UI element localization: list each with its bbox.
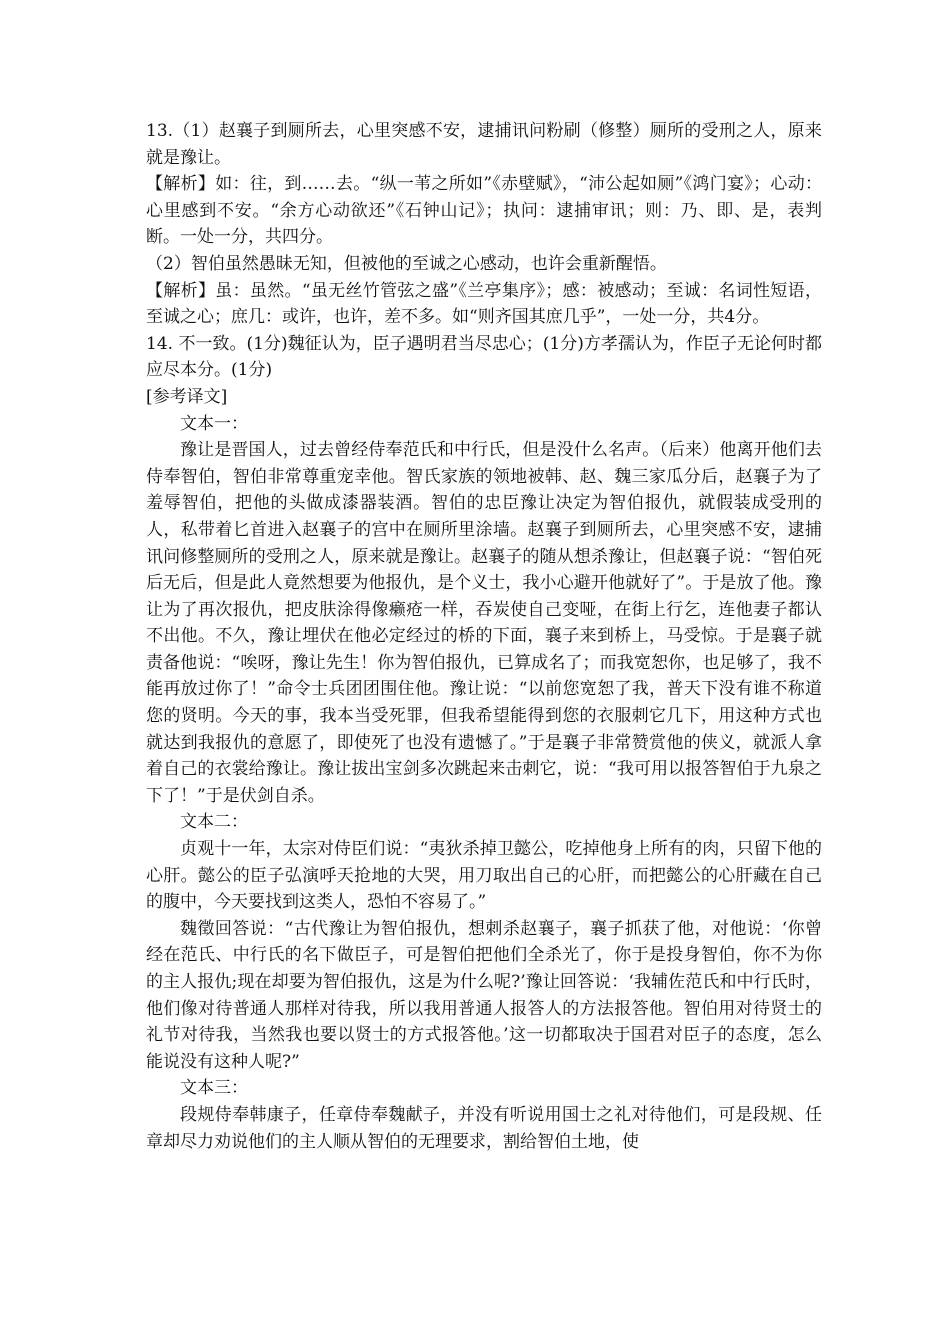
translation-heading: [参考译文] bbox=[146, 386, 228, 407]
text2-paragraph-1: 贞观十一年，太宗对侍臣们说：“夷狄杀掉卫懿公，吃掉他身上所有的肉，只留下他的心肝。懿公的臣子弘演呼天抢地的大哭，用刀取出自己的心肝，而把懿公的心肝藏在自己的腹中，今天要找到这类人，恐怕不容易了。” bbox=[146, 839, 822, 913]
text1-body: 豫让是晋国人，过去曾经侍奉范氏和中行氏，但是没什么名声。（后来）他离开他们去侍奉智伯，智伯非常尊重宠幸他。智氏家族的领地被韩、赵、魏三家瓜分后，赵襄子为了羞辱智伯，把他的头做成漆器装酒。智伯的忠臣豫让决定为智伯报仇，就假装成受刑的人，私带着匕首进入赵襄子的宫中在厕所里涂墙。赵襄子到厕所去，心里突感不安，逮捕讯问修整厕所的受刑之人，原来就是豫让。赵襄子的随从想杀豫让，但赵襄子说：“智伯死后无后，但是此人竟然想要为他报仇，是个义士，我小心避开他就好了”。于是放了他。豫让为了再次报仇，把皮肤涂得像癞疮一样，吞炭使自己变哑，在街上行乞，连他妻子都认不出他。不久，豫让埋伏在他必定经过的桥的下面，襄子来到桥上，马受惊。于是襄子就责备他说：“唉呀，豫让先生！你为智伯报仇，已算成名了；而我宽恕你，也足够了，我不能再放过你了！”命令士兵团团围住他。豫让说：“以前您宽恕了我，普天下没有谁不称道您的贤明。今天的事，我本当受死罪，但我希望能得到您的衣服刺它几下，用这种方式也就达到我报仇的意愿了，即使死了也没有遗憾了。”于是襄子非常赞赏他的侠义，就派人拿着自己的衣裳给豫让。豫让拔出宝剑多次跳起来击刺它，说：“我可用以报答智伯于九泉之下了！”于是伏剑自杀。 bbox=[146, 440, 822, 806]
q14-answer: 14. 不一致。(1分)魏征认为，臣子遇明君当尽忠心；(1分)方孝孺认为，作臣子无论何时都应尽本分。(1分) bbox=[146, 333, 822, 381]
text2-paragraph-2: 魏徵回答说：“古代豫让为智伯报仇，想刺杀赵襄子，襄子抓获了他，对他说：‘你曾经在范氏、中行氏的名下做臣子，可是智伯把他们全杀光了，你于是投身智伯，你不为你的主人报仇;现在却要为智伯报仇，这是为什么呢?’豫让回答说：‘我辅佐范氏和中行氏时，他们像对待普通人那样对待我，所以我用普通人报答人的方法报答他。智伯用对待贤士的礼节对待我，当然我也要以贤士的方式报答他。’这一切都取决于国君对臣子的态度，怎么能说没有这种人呢?” bbox=[146, 918, 822, 1072]
q13-answer-2: （2）智伯虽然愚昧无知，但被他的至诚之心感动，也许会重新醒悟。 bbox=[146, 253, 667, 274]
q13-analysis-1: 【解析】如：往，到……去。“纵一苇之所如”《赤壁赋》，“沛公起如厕”《鸿门宴》；心动：心里感到不安。“余方心动欲还”《石钟山记》；执问：逮捕审讯；则：乃、即、是，表判断。一处一分，共四分。 bbox=[146, 174, 822, 248]
text3-body: 段规侍奉韩康子，任章侍奉魏献子，并没有听说用国士之礼对待他们，可是段规、任章却尽力劝说他们的主人顺从智伯的无理要求，割给智伯土地，使 bbox=[146, 1104, 822, 1152]
answer-document bbox=[146, 118, 822, 1155]
text2-title: 文本二： bbox=[180, 812, 248, 833]
q13-analysis-2: 【解析】虽：虽然。“虽无丝竹管弦之盛”《兰亭集序》；感：被感动；至诚：名词性短语，至诚之心；庶几：或许，也许，差不多。如“则齐国其庶几乎”，一处一分，共4分。 bbox=[146, 280, 822, 328]
q13-answer-1: 13.（1）赵襄子到厕所去，心里突感不安，逮捕讯问粉刷（修整）厕所的受刑之人，原来就是豫让。 bbox=[146, 121, 822, 168]
text1-title: 文本一： bbox=[180, 413, 248, 434]
text3-title: 文本三： bbox=[180, 1078, 248, 1099]
